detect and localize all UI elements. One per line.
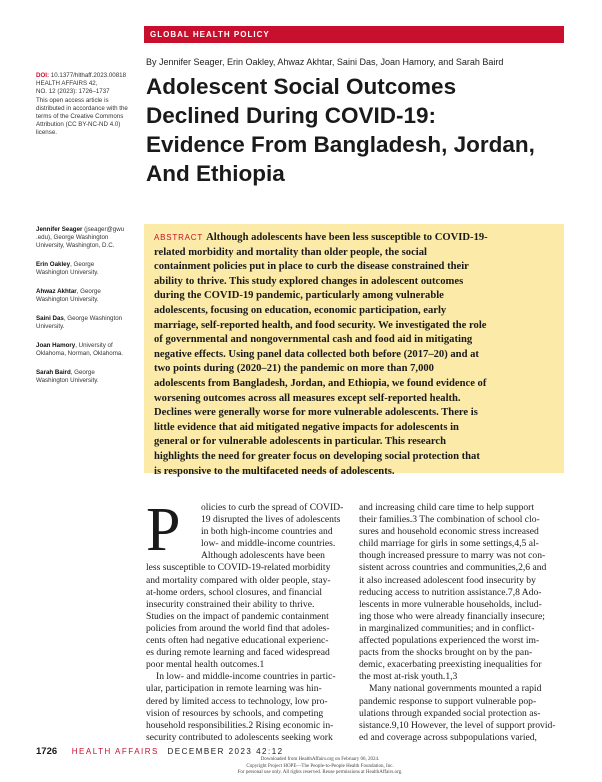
body-line: and increasing child care time to help support bbox=[359, 502, 535, 513]
body-line: insecurity constrained their ability to thrive. bbox=[146, 598, 315, 610]
affiliation-text: , George bbox=[70, 261, 95, 269]
download-note-line: Downloaded from HealthAffairs.org on February 06, 2024. bbox=[260, 757, 380, 762]
affiliation-text: (jseager@gwu bbox=[82, 226, 125, 233]
title-line: Evidence From Bangladesh, Jordan, bbox=[146, 132, 535, 157]
body-line: sures and household economic stress increased bbox=[359, 526, 539, 538]
body-line: in marginalized communities; and in conflict- bbox=[359, 622, 535, 634]
abstract-line: marriage, self-reported health, and food security. We investigated the role bbox=[154, 319, 487, 331]
author-name: Sarah Baird bbox=[36, 368, 71, 376]
affiliation-text: Washington University. bbox=[36, 296, 99, 304]
affiliation bbox=[36, 261, 136, 277]
article-title bbox=[146, 72, 576, 188]
issue-date: DECEMBER 2023 42:12 bbox=[167, 747, 284, 756]
title-line: And Ethiopia bbox=[146, 161, 285, 186]
affiliation bbox=[36, 369, 136, 385]
body-line: it also increased adolescent food insecurity by bbox=[359, 574, 536, 586]
author-name: Joan Hamory bbox=[36, 341, 76, 349]
abstract-line: Declines were generally worse for more vulnerable adolescents. There is bbox=[154, 407, 478, 419]
affiliation-text: , University of bbox=[75, 341, 113, 349]
body-line: Many national governments mounted a rapid bbox=[369, 683, 542, 695]
body-line: child marriage for girls in some settings,4,5 al- bbox=[359, 538, 539, 550]
abstract-line: two points during (2020–21) the pandemic on more than 7,000 bbox=[154, 363, 434, 375]
body-line: reducing access to nutrition assistance.7,8 Ado- bbox=[359, 586, 542, 598]
abstract-line: adolescents from Bangladesh, Jordan, and Ethiopia, we found evidence of bbox=[154, 377, 487, 389]
download-note-line: For personal use only. All rights reserved. Reuse permissions at HealthAffairs.org. bbox=[237, 770, 403, 775]
drop-cap: P bbox=[146, 496, 181, 564]
body-line: household responsibilities.2 Rising economic in- bbox=[146, 719, 334, 731]
affiliation-text: University. bbox=[36, 323, 65, 331]
body-line: pacts from the shocks brought on by the pan- bbox=[359, 647, 533, 659]
body-line: ulations through expanded social protection as- bbox=[359, 707, 541, 719]
affiliation bbox=[36, 315, 136, 331]
body-line: less susceptible to COVID-19-related morbidity bbox=[146, 562, 331, 574]
body-line: security contributed to adolescents seeking work bbox=[146, 731, 333, 743]
body-line: sistance.9,10 However, the level of support provid- bbox=[359, 719, 556, 731]
download-notice bbox=[210, 757, 430, 777]
doi-label: DOI: bbox=[36, 72, 50, 79]
abstract-line: adolescents, focusing on education, economic participation, early bbox=[154, 304, 447, 316]
title-line: Declined During COVID-19: bbox=[146, 103, 437, 128]
authors-line: By Jennifer Seager, Erin Oakley, Ahwaz Akhtar, Saini Das, Joan Hamory, and Sarah Baird bbox=[146, 57, 504, 67]
affiliation-text: , George Washington bbox=[63, 314, 123, 322]
meta-line: HEALTH AFFAIRS 42, bbox=[36, 80, 98, 88]
affiliation bbox=[36, 288, 136, 304]
body-line: ed and coverage across subpopulations varied, bbox=[359, 731, 537, 743]
section-label: GLOBAL HEALTH POLICY bbox=[144, 26, 564, 43]
body-line: at-home orders, school closures, and financial bbox=[146, 586, 323, 598]
abstract-line: highlights the need for greater focus on developing social protection that bbox=[154, 450, 480, 462]
affiliation bbox=[36, 226, 136, 251]
abstract-line bbox=[154, 231, 554, 246]
body-line: dered by limited access to technology, low pro- bbox=[146, 695, 328, 707]
abstract-box bbox=[144, 224, 564, 477]
author-name: Saini Das bbox=[36, 314, 64, 322]
body-column-right bbox=[359, 502, 565, 744]
affiliation-text: , George bbox=[76, 288, 101, 296]
affiliation bbox=[36, 342, 136, 358]
body-line: their families.3 The combination of school clo- bbox=[359, 514, 540, 526]
meta-line: Attribution (CC BY-NC-ND 4.0) bbox=[36, 121, 121, 129]
body-line: low- and middle-income countries. bbox=[201, 538, 336, 550]
body-line: ular, participation in remote learning was hin- bbox=[146, 683, 322, 695]
body-line: though increased pressure to marry was not con- bbox=[359, 550, 546, 562]
affiliation-text: , George bbox=[70, 368, 95, 376]
download-note-line: Copyright Project HOPE—The People-to-People Health Foundation, Inc. bbox=[246, 763, 394, 769]
meta-line: This open access article is bbox=[36, 96, 109, 104]
body-line: demic, exacerbating preexisting inequalities for bbox=[359, 659, 542, 671]
meta-line: license. bbox=[36, 129, 57, 137]
abstract-line: during the COVID-19 pandemic, particularly among vulnerable bbox=[154, 290, 444, 302]
author-name: Ahwaz Akhtar bbox=[36, 288, 77, 296]
affiliation-text: .edu), George Washington bbox=[36, 234, 109, 242]
body-line: and mortality compared with older people, stay- bbox=[146, 574, 331, 586]
body-line: In low- and middle-income countries in partic- bbox=[156, 671, 336, 683]
doi-line[interactable] bbox=[36, 72, 136, 80]
meta-line: NO. 12 (2023): 1726–1737 bbox=[36, 88, 110, 96]
body-line: 19 disrupted the lives of adolescents bbox=[201, 514, 341, 526]
abstract-line: general or for vulnerable adolescents in particular. This research bbox=[154, 436, 447, 448]
body-line: lescents in more vulnerable households, includ- bbox=[359, 598, 542, 610]
article-metadata bbox=[36, 72, 136, 138]
body-line: es during remote learning and faced widespread bbox=[146, 647, 330, 659]
abstract-line: related morbidity and mortality than older people, the social bbox=[154, 246, 427, 258]
body-line: policies from around the world find that adoles- bbox=[146, 622, 330, 634]
abstract-line: is responsive to the multifaceted needs of adolescents. bbox=[154, 465, 395, 477]
body-line: olicies to curb the spread of COVID- bbox=[201, 502, 344, 513]
abstract-line: ability to thrive. This study explored changes in adolescent outcomes bbox=[154, 275, 464, 287]
affiliation-text: University, Washington, D.C. bbox=[36, 242, 115, 250]
author-name: Jennifer Seager bbox=[36, 226, 83, 233]
page-number: 1726 bbox=[36, 746, 58, 757]
abstract-line: worsening outcomes across all measures except self-reported health. bbox=[154, 392, 461, 404]
abstract-line: containment policies put in place to curb the disease constrained their bbox=[154, 261, 469, 273]
abstract-line: little evidence that aid mitigated negative impacts for adolescents in bbox=[154, 421, 459, 433]
body-column-left bbox=[146, 496, 352, 744]
body-line: the most at-risk youth.1,3 bbox=[359, 671, 458, 683]
abstract-text: Although adolescents have been less susceptible to COVID-19- bbox=[206, 232, 488, 243]
body-line: vision of resources by schools, and competing bbox=[146, 707, 324, 719]
body-line: Studies on the impact of pandemic containment bbox=[146, 610, 329, 622]
meta-line: terms of the Creative Commons bbox=[36, 113, 124, 121]
abstract-line: of governmental and nongovernmental cash and food aid in mitigating bbox=[154, 334, 473, 346]
author-affiliations bbox=[36, 226, 136, 396]
body-line: Although adolescents have been bbox=[201, 550, 325, 562]
affiliation-text: Oklahoma, Norman, Oklahoma. bbox=[36, 350, 124, 358]
abstract-label: ABSTRACT bbox=[154, 233, 204, 242]
body-line: poor mental health outcomes.1 bbox=[146, 659, 265, 671]
body-line: cents often had negative educational experienc- bbox=[146, 635, 329, 647]
body-line: affected populations experienced the worst im- bbox=[359, 635, 540, 647]
title-line: Adolescent Social Outcomes bbox=[146, 74, 457, 99]
journal-name: HEALTH AFFAIRS bbox=[71, 747, 159, 756]
doi-value[interactable]: 10.1377/hlthaff.2023.00818 bbox=[50, 72, 127, 79]
body-line: in both high-income countries and bbox=[201, 526, 333, 538]
author-name: Erin Oakley bbox=[36, 261, 71, 269]
body-line: pandemic response to support vulnerable pop- bbox=[359, 695, 537, 707]
page-footer bbox=[36, 746, 284, 757]
body-line: ing those who were already financially insecure; bbox=[359, 610, 545, 622]
meta-line: distributed in accordance with the bbox=[36, 104, 128, 112]
affiliation-text: Washington University. bbox=[36, 376, 99, 384]
body-line: sistent across countries and communities,2,6 and bbox=[359, 562, 547, 574]
affiliation-text: Washington University. bbox=[36, 269, 99, 277]
abstract-line: negative effects. Using panel data collected both before (2017–20) and at bbox=[154, 348, 479, 360]
